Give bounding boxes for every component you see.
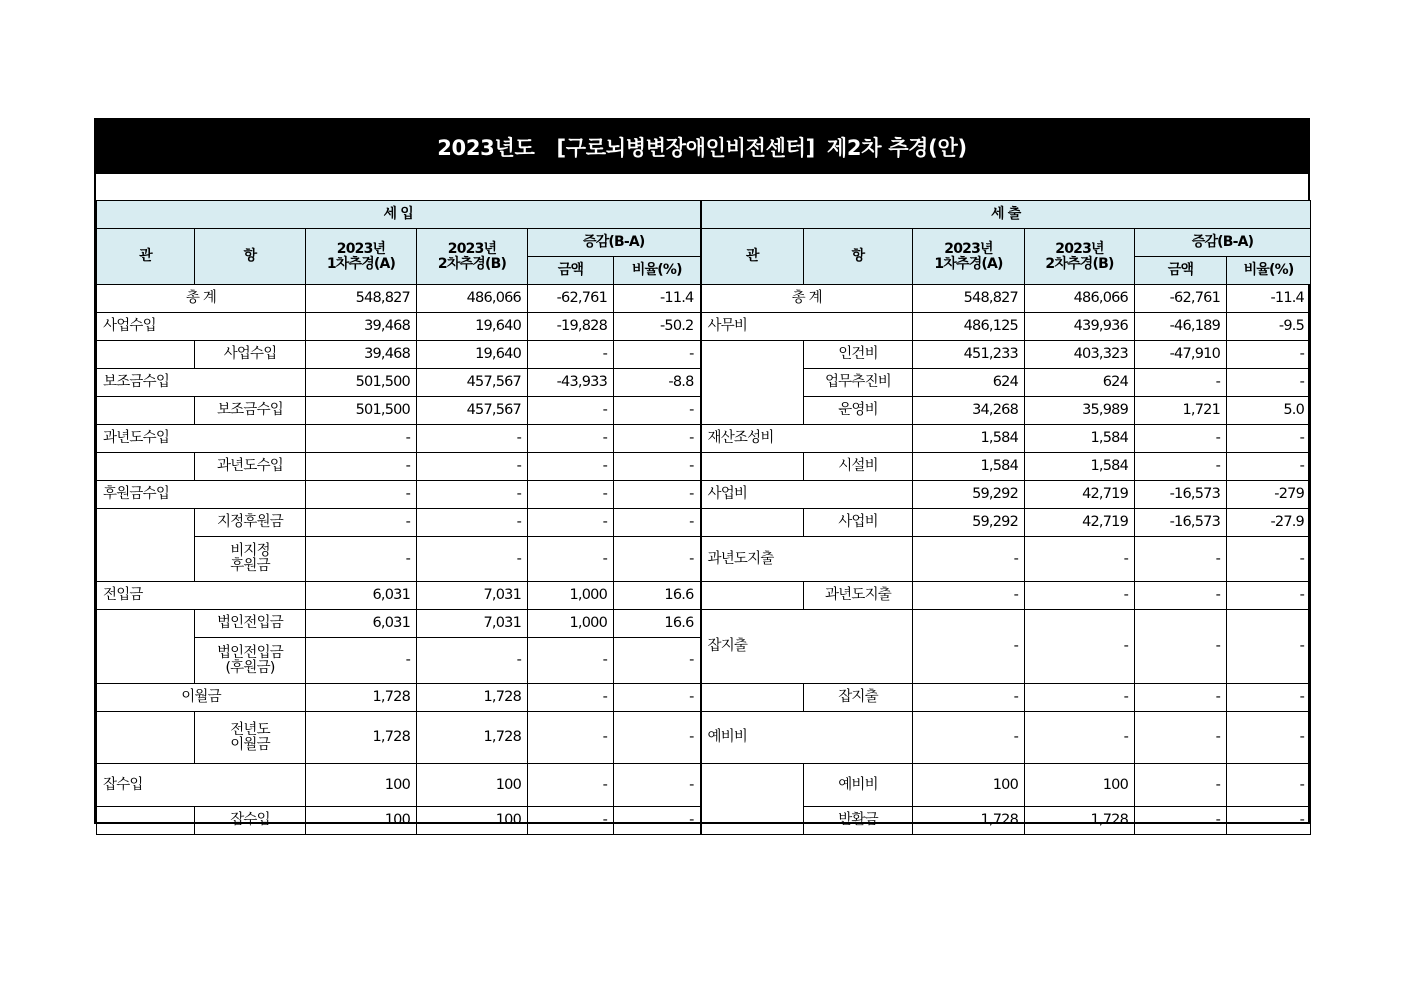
cell: - xyxy=(1135,610,1227,684)
cell: - xyxy=(1135,684,1227,712)
cell: - xyxy=(417,425,528,453)
gwan-cell: 전입금 xyxy=(97,582,306,610)
cell: - xyxy=(417,537,528,582)
hang-cell: 업무추진비 xyxy=(804,369,913,397)
income-hang-header: 항 xyxy=(195,229,306,285)
table-row xyxy=(97,684,1311,712)
table-row xyxy=(97,582,1311,610)
cell: -16,573 xyxy=(1135,481,1227,509)
cell: - xyxy=(614,684,701,712)
cell: - xyxy=(306,537,417,582)
cell: - xyxy=(417,509,528,537)
cell: -16,573 xyxy=(1135,509,1227,537)
empty-cell xyxy=(701,509,804,537)
empty-cell xyxy=(701,453,804,481)
cell: -279 xyxy=(1227,481,1311,509)
cell: - xyxy=(614,764,701,807)
cell: -50.2 xyxy=(614,313,701,341)
cell: - xyxy=(1025,712,1135,764)
cell: -46,189 xyxy=(1135,313,1227,341)
budget-table xyxy=(96,200,1311,835)
cell: 624 xyxy=(1025,369,1135,397)
cell: - xyxy=(913,582,1025,610)
hang-cell: 법인전입금 (후원금) xyxy=(195,638,306,684)
cell: - xyxy=(306,481,417,509)
cell: 100 xyxy=(417,807,528,835)
gwan-cell: 사무비 xyxy=(701,313,913,341)
gwan-cell: 보조금수입 xyxy=(97,369,306,397)
empty-cell xyxy=(701,684,804,712)
cell: - xyxy=(614,481,701,509)
cell: - xyxy=(528,453,614,481)
cell: 16.6 xyxy=(614,610,701,638)
cell: - xyxy=(1227,712,1311,764)
gwan-cell: 예비비 xyxy=(701,712,913,764)
cell: 457,567 xyxy=(417,397,528,425)
income-total-label: 총 계 xyxy=(97,285,306,313)
hang-cell: 과년도수입 xyxy=(195,453,306,481)
cell: - xyxy=(1227,610,1311,684)
cell: - xyxy=(417,481,528,509)
cell: 1,728 xyxy=(913,807,1025,835)
hang-cell: 사업비 xyxy=(804,509,913,537)
hang-cell: 지정후원금 xyxy=(195,509,306,537)
cell: 42,719 xyxy=(1025,481,1135,509)
cell: -9.5 xyxy=(1227,313,1311,341)
cell: - xyxy=(1135,425,1227,453)
cell: 100 xyxy=(1025,764,1135,807)
table-row xyxy=(97,425,1311,453)
hang-cell: 법인전입금 xyxy=(195,610,306,638)
cell: - xyxy=(614,341,701,369)
cell: - xyxy=(1135,453,1227,481)
cell: - xyxy=(614,537,701,582)
cell: 451,233 xyxy=(913,341,1025,369)
expense-total-label: 총 계 xyxy=(701,285,913,313)
cell: 1,584 xyxy=(1025,425,1135,453)
table-row xyxy=(97,285,1311,313)
cell: - xyxy=(528,481,614,509)
cell: 1,728 xyxy=(417,684,528,712)
cell: 1,584 xyxy=(913,453,1025,481)
cell: - xyxy=(306,425,417,453)
cell: - xyxy=(614,397,701,425)
empty-cell xyxy=(97,712,195,764)
cell: - xyxy=(1227,764,1311,807)
table-row xyxy=(97,537,1311,582)
table-row xyxy=(97,453,1311,481)
document-title xyxy=(96,120,1308,174)
cell: 16.6 xyxy=(614,582,701,610)
cell: - xyxy=(306,509,417,537)
hang-cell: 전년도 이월금 xyxy=(195,712,306,764)
cell: - xyxy=(528,807,614,835)
cell: 7,031 xyxy=(417,582,528,610)
cell: - xyxy=(528,764,614,807)
cell: 35,989 xyxy=(1025,397,1135,425)
empty-cell xyxy=(701,764,804,835)
cell: - xyxy=(417,638,528,684)
cell: 100 xyxy=(306,764,417,807)
income-header: 세 입 xyxy=(97,201,701,229)
cell: 403,323 xyxy=(1025,341,1135,369)
cell: 501,500 xyxy=(306,397,417,425)
expense-hang-header: 항 xyxy=(804,229,913,285)
cell: 39,468 xyxy=(306,313,417,341)
title-org: [구로뇌병변장애인비전센터] xyxy=(556,136,815,160)
cell: 486,066 xyxy=(1025,285,1135,313)
cell: 42,719 xyxy=(1025,509,1135,537)
cell: - xyxy=(913,537,1025,582)
cell: 1,728 xyxy=(1025,807,1135,835)
table-row xyxy=(97,509,1311,537)
cell: - xyxy=(306,638,417,684)
cell: 1,584 xyxy=(1025,453,1135,481)
cell: - xyxy=(528,684,614,712)
title-year: 2023년도 xyxy=(437,136,535,160)
cell: - xyxy=(1135,537,1227,582)
cell: -11.4 xyxy=(614,285,701,313)
gwan-cell: 재산조성비 xyxy=(701,425,913,453)
cell: -11.4 xyxy=(1227,285,1311,313)
cell: 100 xyxy=(417,764,528,807)
cell: 486,066 xyxy=(417,285,528,313)
cell: - xyxy=(1227,582,1311,610)
cell: - xyxy=(528,638,614,684)
hang-cell: 보조금수입 xyxy=(195,397,306,425)
cell: -27.9 xyxy=(1227,509,1311,537)
hang-cell: 시설비 xyxy=(804,453,913,481)
empty-cell xyxy=(97,453,195,481)
hang-cell: 인건비 xyxy=(804,341,913,369)
cell: - xyxy=(528,509,614,537)
gwan-cell: 과년도수입 xyxy=(97,425,306,453)
cell: 34,268 xyxy=(913,397,1025,425)
cell: -47,910 xyxy=(1135,341,1227,369)
cell: - xyxy=(614,638,701,684)
cell: 100 xyxy=(306,807,417,835)
gwan-cell: 과년도지출 xyxy=(701,537,913,582)
cell: -19,828 xyxy=(528,313,614,341)
income-ratio-header: 비율(%) xyxy=(614,257,701,285)
expense-col-b-header: 2023년 2차추경(B) xyxy=(1025,229,1135,285)
empty-cell xyxy=(97,509,195,582)
cell: -43,933 xyxy=(528,369,614,397)
cell: - xyxy=(306,453,417,481)
table-row xyxy=(97,341,1311,369)
cell: - xyxy=(528,537,614,582)
hang-cell: 잡지출 xyxy=(804,684,913,712)
income-col-b-header: 2023년 2차추경(B) xyxy=(417,229,528,285)
cell: - xyxy=(614,712,701,764)
hang-cell: 예비비 xyxy=(804,764,913,807)
cell: 39,468 xyxy=(306,341,417,369)
cell: 457,567 xyxy=(417,369,528,397)
cell: - xyxy=(528,712,614,764)
table-row xyxy=(97,712,1311,764)
cell: 624 xyxy=(913,369,1025,397)
cell: -8.8 xyxy=(614,369,701,397)
cell: -62,761 xyxy=(528,285,614,313)
cell: 100 xyxy=(913,764,1025,807)
expense-diff-header: 증감(B-A) xyxy=(1135,229,1311,257)
gwan-cell: 이월금 xyxy=(97,684,306,712)
income-amount-header: 금액 xyxy=(528,257,614,285)
expense-amount-header: 금액 xyxy=(1135,257,1227,285)
cell: - xyxy=(528,397,614,425)
cell: - xyxy=(1227,369,1311,397)
cell: 1,000 xyxy=(528,610,614,638)
hang-cell: 사업수입 xyxy=(195,341,306,369)
cell: - xyxy=(1135,369,1227,397)
empty-cell xyxy=(97,610,195,684)
cell: - xyxy=(1227,807,1311,835)
table-row xyxy=(97,481,1311,509)
cell: 1,721 xyxy=(1135,397,1227,425)
expense-gwan-header: 관 xyxy=(701,229,804,285)
cell: - xyxy=(528,425,614,453)
cell: 1,728 xyxy=(417,712,528,764)
cell: 1,584 xyxy=(913,425,1025,453)
cell: 6,031 xyxy=(306,610,417,638)
gwan-cell: 잡지출 xyxy=(701,610,913,684)
table-row xyxy=(97,764,1311,807)
empty-cell xyxy=(701,341,804,425)
cell: - xyxy=(614,425,701,453)
hang-cell: 반환금 xyxy=(804,807,913,835)
hang-cell: 잡수입 xyxy=(195,807,306,835)
cell: 548,827 xyxy=(913,285,1025,313)
income-gwan-header: 관 xyxy=(97,229,195,285)
hang-cell: 과년도지출 xyxy=(804,582,913,610)
cell: - xyxy=(417,453,528,481)
cell: - xyxy=(1135,807,1227,835)
cell: - xyxy=(1227,341,1311,369)
cell: 1,728 xyxy=(306,684,417,712)
cell: - xyxy=(614,509,701,537)
cell: - xyxy=(1227,684,1311,712)
cell: 19,640 xyxy=(417,313,528,341)
cell: - xyxy=(614,807,701,835)
income-diff-header: 증감(B-A) xyxy=(528,229,701,257)
cell: - xyxy=(1227,453,1311,481)
cell: 1,000 xyxy=(528,582,614,610)
title-suffix: 제2차 추경(안) xyxy=(826,136,967,160)
cell: - xyxy=(614,453,701,481)
cell: 59,292 xyxy=(913,509,1025,537)
cell: - xyxy=(1025,610,1135,684)
cell: -62,761 xyxy=(1135,285,1227,313)
empty-cell xyxy=(701,582,804,610)
cell: - xyxy=(1227,537,1311,582)
cell: 486,125 xyxy=(913,313,1025,341)
hang-cell: 운영비 xyxy=(804,397,913,425)
income-col-a-header: 2023년 1차추경(A) xyxy=(306,229,417,285)
expense-header: 세 출 xyxy=(701,201,1311,229)
expense-ratio-header: 비율(%) xyxy=(1227,257,1311,285)
table-row xyxy=(97,610,1311,638)
cell: 548,827 xyxy=(306,285,417,313)
cell: - xyxy=(1135,582,1227,610)
empty-cell xyxy=(97,397,195,425)
cell: - xyxy=(913,610,1025,684)
cell: - xyxy=(1025,582,1135,610)
empty-cell xyxy=(97,341,195,369)
cell: - xyxy=(1135,764,1227,807)
budget-document xyxy=(94,118,1310,828)
cell: 5.0 xyxy=(1227,397,1311,425)
cell: 19,640 xyxy=(417,341,528,369)
cell: 7,031 xyxy=(417,610,528,638)
table-row xyxy=(97,313,1311,341)
cell: 6,031 xyxy=(306,582,417,610)
cell: - xyxy=(1025,537,1135,582)
cell: 439,936 xyxy=(1025,313,1135,341)
cell: 1,728 xyxy=(306,712,417,764)
gwan-cell: 사업비 xyxy=(701,481,913,509)
gwan-cell: 잡수입 xyxy=(97,764,306,807)
cell: - xyxy=(1135,712,1227,764)
cell: - xyxy=(913,712,1025,764)
hang-cell: 비지정 후원금 xyxy=(195,537,306,582)
gwan-cell: 후원금수입 xyxy=(97,481,306,509)
cell: 59,292 xyxy=(913,481,1025,509)
cell: - xyxy=(1227,425,1311,453)
cell: 501,500 xyxy=(306,369,417,397)
cell: - xyxy=(528,341,614,369)
expense-col-a-header: 2023년 1차추경(A) xyxy=(913,229,1025,285)
empty-cell xyxy=(97,807,195,835)
gwan-cell: 사업수입 xyxy=(97,313,306,341)
cell: - xyxy=(913,684,1025,712)
cell: - xyxy=(1025,684,1135,712)
